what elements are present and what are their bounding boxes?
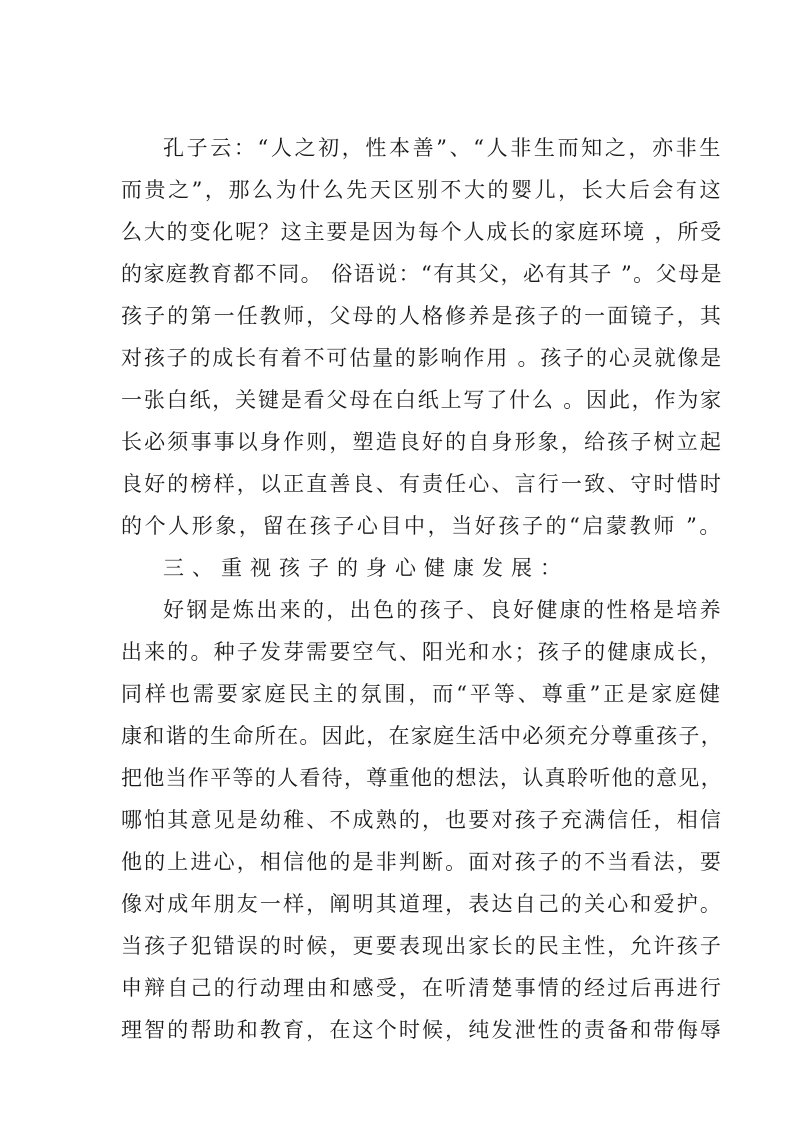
- section-heading: 三、重视孩子的身心健康发展：: [163, 556, 569, 580]
- text-line-3: 么大的变化呢？这主要是因为每个人成长的家庭环境 ，所受: [121, 220, 723, 244]
- text-line-18: 他的上进心，相信他的是非判断。面对孩子的不当看法，要: [121, 850, 723, 874]
- text-line-14: 同样也需要家庭民主的氛围，而“平等、尊重”正是家庭健: [121, 682, 723, 706]
- text-line-13: 出来的。种子发芽需要空气、阳光和水；孩子的健康成长，: [121, 640, 723, 664]
- text-line-2: 而贵之”，那么为什么先天区别不大的婴儿，长大后会有这: [121, 178, 723, 202]
- text-line-7: 一张白纸，关键是看父母在白纸上写了什么 。因此，作为家: [121, 388, 723, 412]
- text-line-5: 孩子的第一任教师，父母的人格修养是孩子的一面镜子，其: [121, 304, 723, 328]
- text-line-16: 把他当作平等的人看待，尊重他的想法，认真聆听他的意见，: [121, 766, 723, 790]
- text-line-8: 长必须事事以身作则，塑造良好的自身形象，给孩子树立起: [121, 430, 723, 454]
- text-line-17: 哪怕其意见是幼稚、不成熟的，也要对孩子充满信任，相信: [121, 808, 723, 832]
- text-line-15: 康和谐的生命所在。因此，在家庭生活中必须充分尊重孩子，: [121, 724, 723, 748]
- text-line-12: 好钢是炼出来的，出色的孩子、良好健康的性格是培养: [163, 598, 723, 622]
- text-line-6: 对孩子的成长有着不可估量的影响作用 。孩子的心灵就像是: [121, 346, 723, 370]
- text-line-10: 的个人形象，留在孩子心目中，当好孩子的“启蒙教师 ”。: [121, 514, 723, 538]
- text-line-9: 良好的榜样，以正直善良、有责任心、言行一致、守时惜时: [121, 472, 723, 496]
- text-line-21: 申辩自己的行动理由和感受，在听清楚事情的经过后再进行: [121, 976, 723, 1000]
- text-line-19: 像对成年朋友一样，阐明其道理，表达自己的关心和爱护。: [121, 892, 723, 916]
- text-line-4: 的家庭教育都不同。 俗语说：“有其父，必有其子 ”。父母是: [121, 262, 723, 286]
- text-line-20: 当孩子犯错误的时候，更要表现出家长的民主性，允许孩子: [121, 934, 723, 958]
- text-line-1: 孔子云：“人之初，性本善”、“人非生而知之，亦非生: [163, 136, 723, 160]
- text-line-22: 理智的帮助和教育，在这个时候，纯发泄性的责备和带侮辱: [121, 1018, 723, 1042]
